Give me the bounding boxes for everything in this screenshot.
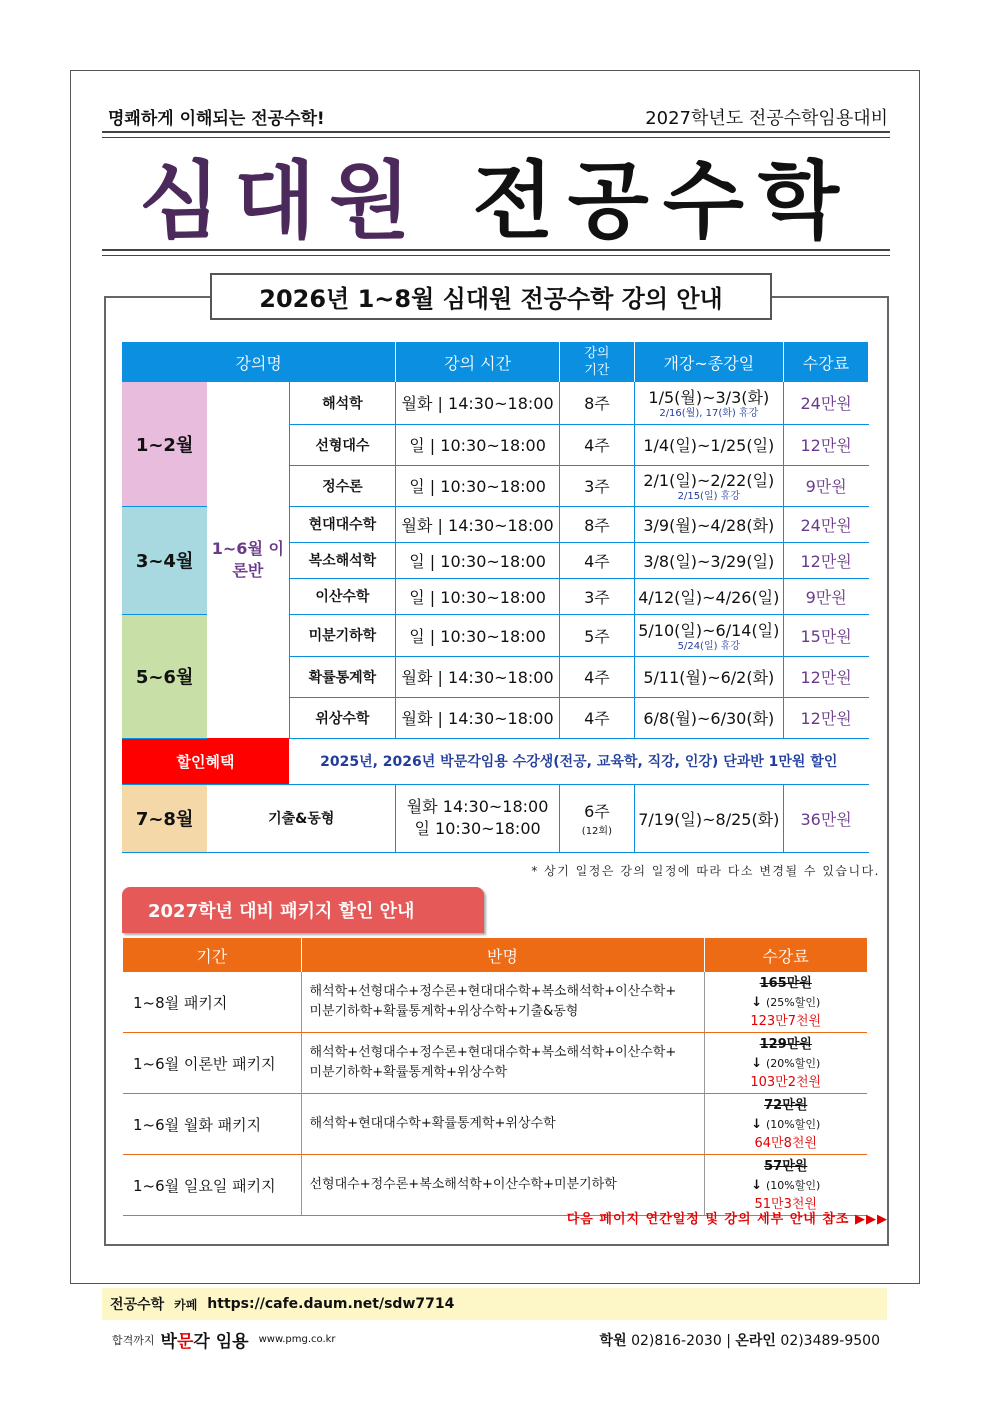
fee-cell: 12만원 [783, 424, 868, 465]
year-label: 2027학년도 전공수학임용대비 [645, 108, 888, 129]
next-page-note: 다음 페이지 연간일정 및 강의 세부 안내 참조 ▶▶▶ [566, 1212, 888, 1227]
weeks-cell: 4주 [559, 424, 634, 465]
title-name: 심대원 [138, 152, 425, 250]
schedule-table [122, 342, 869, 853]
subject-cell: 확률통계학 [289, 656, 396, 697]
package-row [123, 1155, 867, 1216]
package-name: 1~6월 이론반 패키지 [123, 1033, 301, 1094]
fee-cell: 24만원 [783, 382, 868, 424]
brand-url[interactable]: www.pmg.co.kr [258, 1334, 336, 1345]
subject-cell: 정수론 [289, 465, 396, 506]
subject-cell: 선형대수 [289, 424, 396, 465]
fee-cell: 9만원 [783, 465, 868, 506]
online-phone: 02)3489-9500 [780, 1333, 880, 1349]
package-content: 선형대수+정수론+복소해석학+이산수학+미분기하학 [301, 1155, 704, 1216]
weeks-cell: 3주 [559, 578, 634, 614]
table-row [122, 382, 869, 424]
package-row [123, 972, 867, 1033]
package-row [123, 1033, 867, 1094]
weeks-cell: 4주 [559, 542, 634, 578]
time-cell: 일 | 10:30~18:00 [396, 614, 560, 656]
subject-cell: 복소해석학 [289, 542, 396, 578]
discount-row [122, 738, 869, 784]
package-name: 1~8월 패키지 [123, 972, 301, 1033]
package-name: 1~6월 일요일 패키지 [123, 1155, 301, 1216]
contact-separator: | [726, 1333, 731, 1349]
time-cell: 일 | 10:30~18:00 [396, 578, 560, 614]
down-arrow-icon: ↓ [751, 1177, 763, 1193]
time-cell: 월화 | 14:30~18:00 [396, 656, 560, 697]
package-tab-title: 2027학년 대비 패키지 할인 안내 [122, 887, 484, 933]
package-name: 1~6월 월화 패키지 [123, 1094, 301, 1155]
dates-cell: 1/5(월)~3/3(화) 2/16(월), 17(화) 휴강 [634, 382, 783, 424]
time-cell: 일 | 10:30~18:00 [396, 542, 560, 578]
discount-label: 할인혜택 [122, 738, 289, 784]
subject-cell: 미분기하학 [289, 614, 396, 656]
dates-cell: 5/11(월)~6/2(화) [634, 656, 783, 697]
online-label: 온라인 [735, 1333, 776, 1349]
subject-cell: 기출&동형 [207, 784, 396, 852]
header-content: 반명 [301, 938, 704, 972]
schedule-header-row [122, 342, 869, 382]
academy-phone: 02)816-2030 [631, 1333, 722, 1349]
weeks-cell: 8주 [559, 382, 634, 424]
package-fee: 72만원 ↓ (10%할인) 64만8천원 [704, 1094, 867, 1155]
package-header-row [123, 938, 867, 972]
period-cell: 7~8월 [122, 784, 207, 852]
subject-cell: 위상수학 [289, 697, 396, 738]
contact-info [600, 1330, 880, 1350]
fee-cell: 24만원 [783, 506, 868, 542]
dates-cell: 2/1(일)~2/22(일) 2/15(일) 휴강 [634, 465, 783, 506]
theory-label: 1~6월 이론반 [211, 539, 284, 580]
academy-label: 학원 [599, 1333, 627, 1349]
header-time: 강의 시간 [396, 342, 560, 382]
package-row [123, 1094, 867, 1155]
subject-cell: 해석학 [289, 382, 396, 424]
weeks-cell: 6주 (12회) [559, 784, 634, 852]
subject-cell: 현대대수학 [289, 506, 396, 542]
weeks-cell: 4주 [559, 697, 634, 738]
dates-cell: 4/12(일)~4/26(일) [634, 578, 783, 614]
cafe-bar [102, 1288, 887, 1320]
weeks-cell: 5주 [559, 614, 634, 656]
summer-row [122, 784, 869, 852]
fee-cell: 12만원 [783, 656, 868, 697]
period-cell: 1~2월 [122, 382, 207, 506]
package-content: 해석학+현대대수학+확률통계학+위상수학 [301, 1094, 704, 1155]
fee-cell: 15만원 [783, 614, 868, 656]
time-cell: 월화 | 14:30~18:00 [396, 382, 560, 424]
package-content: 해석학+선형대수+정수론+현대대수학+복소해석학+이산수학+ 미분기하학+확률통계학+위상수학+기출&동형 [301, 972, 704, 1033]
weeks-cell: 3주 [559, 465, 634, 506]
time-cell: 일 | 10:30~18:00 [396, 424, 560, 465]
brand-logo [112, 1327, 336, 1352]
header-rule-bottom [102, 249, 890, 256]
dates-note: 5/24(일) 휴강 [677, 640, 741, 652]
dates-cell: 6/8(월)~6/30(화) [634, 697, 783, 738]
package-fee: 57만원 ↓ (10%할인) 51만3천원 [704, 1155, 867, 1216]
time-cell: 월화 14:30~18:00 일 10:30~18:00 [396, 784, 560, 852]
footnote: * 상기 일정은 강의 일정에 따라 다소 변경될 수 있습니다. [531, 864, 880, 878]
header-fee: 수강료 [704, 938, 867, 972]
down-arrow-icon: ↓ [751, 994, 763, 1010]
fee-cell: 36만원 [783, 784, 868, 852]
fee-cell: 12만원 [783, 697, 868, 738]
discount-text: 2025년, 2026년 박문각임용 수강생(전공, 교육학, 직강, 인강) 단과반 1만원 할인 [289, 738, 869, 784]
package-fee: 165만원 ↓ (25%할인) 123만7천원 [704, 972, 867, 1033]
package-fee: 129만원 ↓ (20%할인) 103만2천원 [704, 1033, 867, 1094]
cafe-label: 전공수학 [110, 1297, 165, 1313]
package-content: 해석학+선형대수+정수론+현대대수학+복소해석학+이산수학+ 미분기하학+확률통계학+위상수학 [301, 1033, 704, 1094]
header-course: 강의명 [122, 342, 396, 382]
panel-title: 2026년 1~8월 심대원 전공수학 강의 안내 [210, 273, 772, 320]
fee-cell: 9만원 [783, 578, 868, 614]
dates-cell: 3/9(월)~4/28(화) [634, 506, 783, 542]
header-period: 강의 기간 [559, 342, 634, 382]
dates-note: 2/15(일) 휴강 [677, 491, 741, 502]
dates-cell: 1/4(일)~1/25(일) [634, 424, 783, 465]
header-dates: 개강~종강일 [634, 342, 783, 382]
period-cell: 3~4월 [122, 506, 207, 614]
period-cell: 5~6월 [122, 614, 207, 738]
time-cell: 월화 | 14:30~18:00 [396, 506, 560, 542]
dates-cell: 3/8(일)~3/29(일) [634, 542, 783, 578]
title-subject: 전공수학 [472, 152, 853, 250]
dates-cell: 5/10(일)~6/14(일) 5/24(일) 휴강 [634, 614, 783, 656]
cafe-url[interactable]: https://cafe.daum.net/sdw7714 [207, 1296, 455, 1312]
dates-cell: 7/19(일)~8/25(화) [634, 784, 783, 852]
time-cell: 일 | 10:30~18:00 [396, 465, 560, 506]
weeks-cell: 8주 [559, 506, 634, 542]
brand-prefix: 합격까지 [112, 1333, 155, 1347]
fee-cell: 12만원 [783, 542, 868, 578]
cafe-word: 카페 [174, 1297, 198, 1312]
main-title [102, 142, 890, 250]
down-arrow-icon: ↓ [751, 1055, 763, 1071]
header-fee: 수강료 [783, 342, 868, 382]
weeks-cell: 4주 [559, 656, 634, 697]
dates-note: 2/16(월), 17(화) 휴강 [659, 408, 759, 420]
header-term: 기간 [123, 938, 301, 972]
down-arrow-icon: ↓ [751, 1116, 763, 1132]
subject-cell: 이산수학 [289, 578, 396, 614]
session-count: (12회) [581, 826, 612, 837]
brand-name: 박문각 임용 [160, 1332, 249, 1352]
tagline: 명쾌하게 이해되는 전공수학! [108, 109, 325, 129]
time-cell: 월화 | 14:30~18:00 [396, 697, 560, 738]
package-table [123, 938, 868, 1216]
